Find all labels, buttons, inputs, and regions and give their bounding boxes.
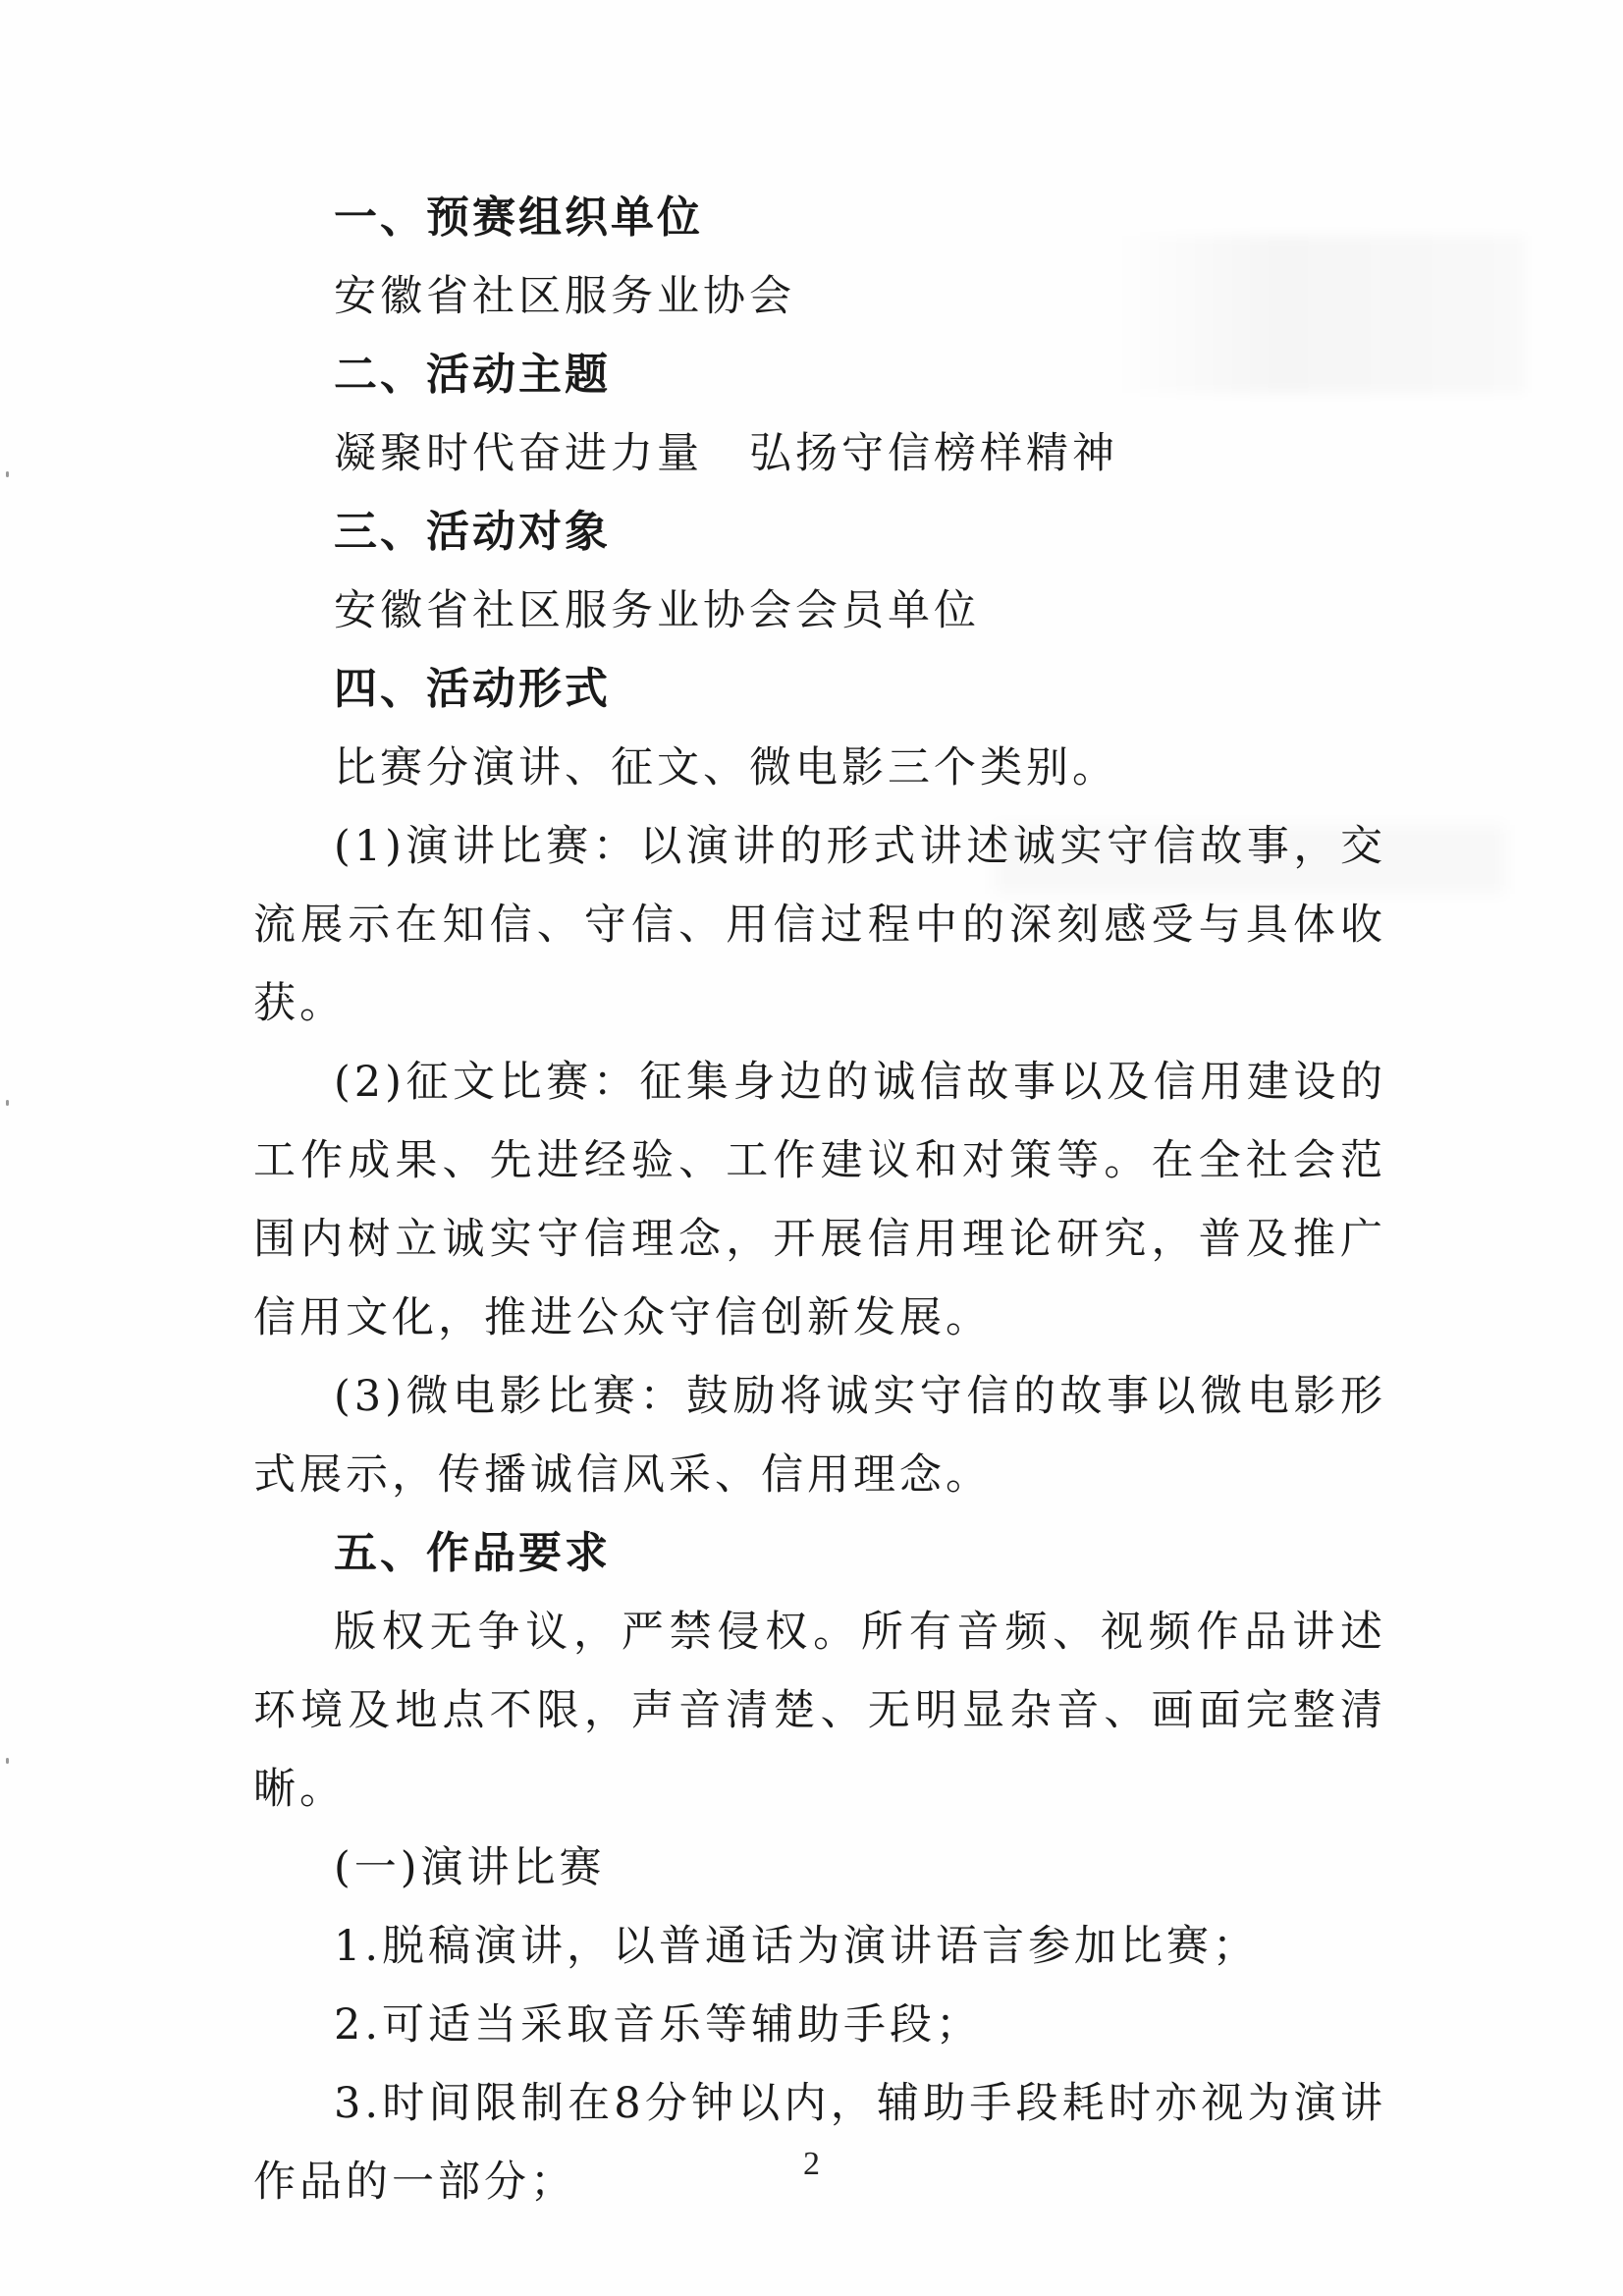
- section-heading: 二、活动主题: [334, 350, 611, 400]
- page-number: 2: [803, 2146, 820, 2182]
- body-paragraph: 版权无争议，严禁侵权。所有音频、视频作品讲述环境及地点不限，声音清楚、无明显杂音、画面完整清晰。: [253, 1608, 1386, 1814]
- scan-edge-mark: [6, 471, 9, 477]
- section-text: 比赛分演讲、征文、微电影三个类别。: [334, 743, 1118, 793]
- subsection-heading: (一)演讲比赛: [334, 1843, 606, 1892]
- section-text: 安徽省社区服务业协会会员单位: [334, 586, 980, 635]
- section-heading: 一、预赛组织单位: [334, 192, 703, 243]
- list-paragraph: (3)微电影比赛：鼓励将诚实守信的故事以微电影形式展示，传播诚信风采、信用理念。: [253, 1372, 1386, 1500]
- section-heading: 三、活动对象: [334, 507, 611, 557]
- section-text: 凝聚时代奋进力量 弘扬守信榜样精神: [334, 429, 1118, 478]
- section-heading: 四、活动形式: [334, 664, 611, 714]
- scan-edge-mark: [6, 1100, 9, 1106]
- section-heading: 五、作品要求: [334, 1528, 611, 1578]
- list-paragraph: (1)演讲比赛：以演讲的形式讲述诚实守信故事，交流展示在知信、守信、用信过程中的深刻感受与具体收获。: [253, 822, 1386, 1028]
- list-paragraph: (2)征文比赛：征集身边的诚信故事以及信用建设的工作成果、先进经验、工作建议和对策等。在全社会范围内树立诚实守信理念，开展信用理论研究，普及推广信用文化，推进公众守信创新发展。: [253, 1058, 1386, 1342]
- section-text: 安徽省社区服务业协会: [334, 272, 795, 321]
- document-body: [253, 179, 1386, 2221]
- list-item: 2.可适当采取音乐等辅助手段；: [334, 2000, 983, 2050]
- list-paragraph: 3.时间限制在8分钟以内，辅助手段耗时亦视为演讲作品的一部分；: [253, 2079, 1386, 2207]
- scan-edge-mark: [6, 1758, 9, 1764]
- list-item: 1.脱稿演讲，以普通话为演讲语言参加比赛；: [334, 1922, 1260, 1971]
